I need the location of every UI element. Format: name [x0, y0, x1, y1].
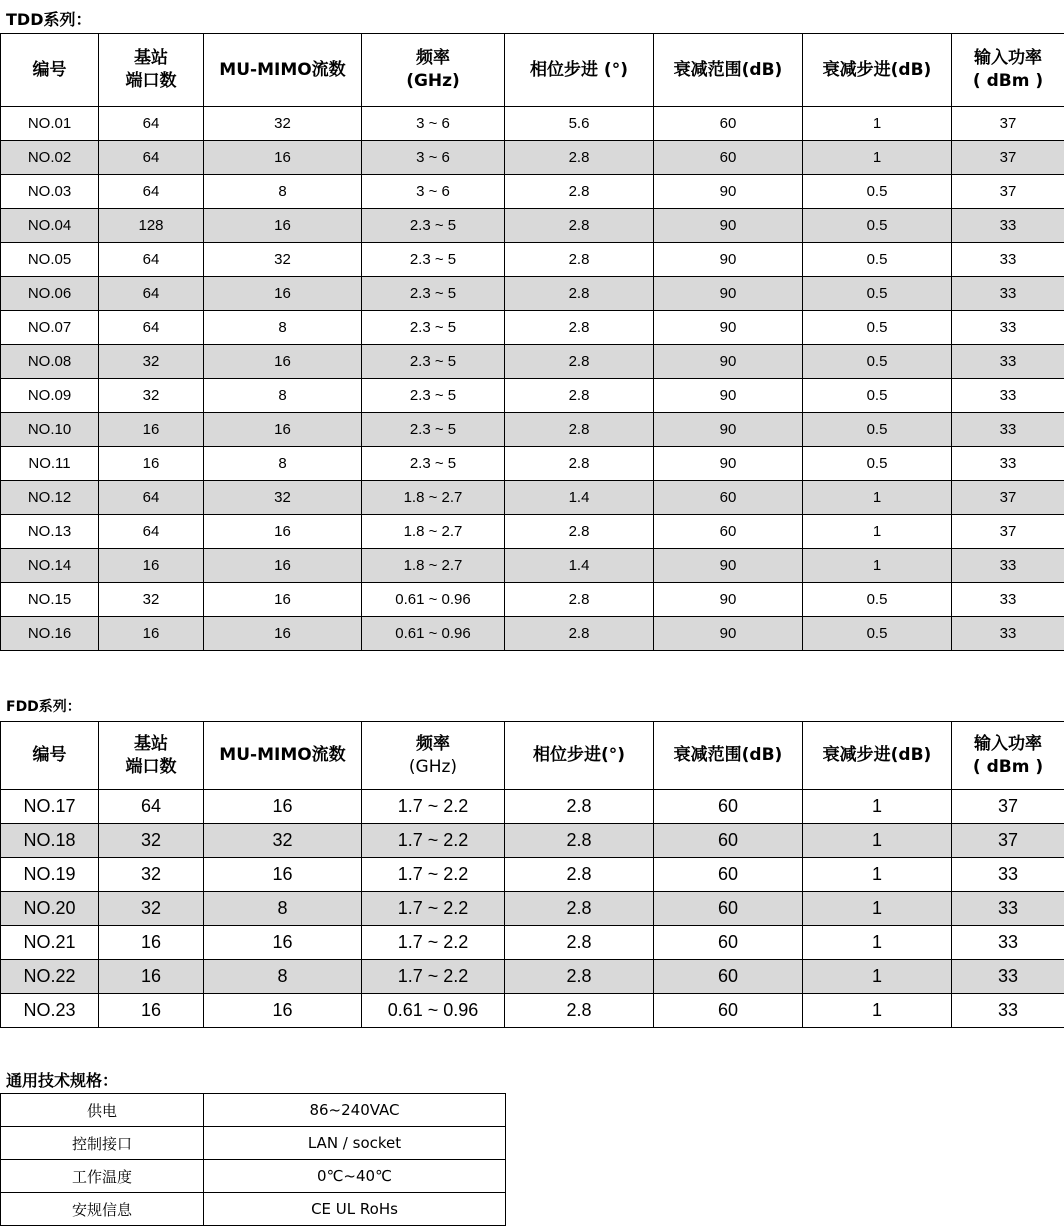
table-cell: NO.08: [1, 345, 99, 379]
table-cell: 37: [952, 107, 1064, 141]
table-cell: 2.3 ~ 5: [362, 277, 505, 311]
table-cell: 1.4: [505, 481, 654, 515]
table-cell: 2.3 ~ 5: [362, 345, 505, 379]
table-cell: 0.5: [803, 175, 952, 209]
table-row: [1, 243, 1064, 277]
table-cell: 16: [204, 994, 362, 1028]
table-cell: 33: [952, 617, 1064, 651]
table-cell: LAN / socket: [204, 1127, 506, 1160]
tdd-spec-table: [0, 33, 1064, 651]
table-cell: NO.22: [1, 960, 99, 994]
table-cell: 16: [99, 413, 204, 447]
col-header-ports-line1: 基站: [134, 733, 168, 754]
table-cell: 64: [99, 141, 204, 175]
table-cell: 1: [803, 960, 952, 994]
table-cell: 2.3 ~ 5: [362, 243, 505, 277]
table-row: [1, 277, 1064, 311]
table-cell: 1.7 ~ 2.2: [362, 824, 505, 858]
general-specs-table: [0, 1093, 506, 1226]
table-row: [1, 790, 1064, 824]
table-cell: 64: [99, 277, 204, 311]
table-cell: NO.09: [1, 379, 99, 413]
table-cell: 1: [803, 790, 952, 824]
table-cell: 16: [204, 617, 362, 651]
table-cell: 2.8: [505, 617, 654, 651]
table-cell: 0.5: [803, 243, 952, 277]
table-cell: 2.8: [505, 311, 654, 345]
table-cell: NO.18: [1, 824, 99, 858]
table-cell: 16: [204, 413, 362, 447]
table-row: [1, 107, 1064, 141]
table-cell: 32: [204, 107, 362, 141]
table-row: [1, 892, 1064, 926]
table-row: [1, 960, 1064, 994]
table-cell: 60: [654, 994, 803, 1028]
table-row: [1, 1127, 506, 1160]
table-cell: 16: [204, 209, 362, 243]
table-cell: 2.8: [505, 413, 654, 447]
table-cell: 90: [654, 379, 803, 413]
table-cell: 8: [204, 960, 362, 994]
table-cell: 64: [99, 515, 204, 549]
table-cell: 37: [952, 790, 1064, 824]
table-cell: 0.5: [803, 583, 952, 617]
table-cell: 16: [204, 277, 362, 311]
table-cell: 37: [952, 141, 1064, 175]
col-header-input-power: [952, 722, 1064, 790]
table-cell: 16: [204, 141, 362, 175]
col-header-id: 编号: [1, 722, 99, 790]
table-cell: 16: [204, 515, 362, 549]
table-cell: NO.21: [1, 926, 99, 960]
table-cell: 16: [99, 994, 204, 1028]
col-header-id: 编号: [1, 34, 99, 107]
table-cell: 0.5: [803, 617, 952, 651]
table-cell: 2.8: [505, 209, 654, 243]
table-row: [1, 994, 1064, 1028]
table-cell: 33: [952, 209, 1064, 243]
table-cell: 控制接口: [1, 1127, 204, 1160]
table-cell: 2.8: [505, 960, 654, 994]
col-header-frequency-line1: 频率: [416, 48, 450, 68]
table-cell: 60: [654, 790, 803, 824]
table-cell: 90: [654, 243, 803, 277]
table-cell: 1: [803, 481, 952, 515]
table-cell: NO.05: [1, 243, 99, 277]
col-header-frequency-line2: (GHz): [406, 71, 460, 91]
table-cell: 3 ~ 6: [362, 107, 505, 141]
table-cell: 1: [803, 994, 952, 1028]
table-cell: 33: [952, 277, 1064, 311]
table-cell: 0.5: [803, 311, 952, 345]
table-cell: 2.3 ~ 5: [362, 447, 505, 481]
col-header-mimo: MU-MIMO流数: [204, 722, 362, 790]
table-cell: 33: [952, 858, 1064, 892]
col-header-atten-step: 衰减步进(dB): [803, 722, 952, 790]
table-cell: 2.3 ~ 5: [362, 413, 505, 447]
table-cell: 33: [952, 994, 1064, 1028]
col-header-ports-line2: 端口数: [125, 71, 177, 91]
table-cell: NO.10: [1, 413, 99, 447]
table-cell: 32: [204, 481, 362, 515]
table-cell: 33: [952, 926, 1064, 960]
table-cell: 2.8: [505, 926, 654, 960]
table-cell: 32: [204, 824, 362, 858]
table-cell: 0℃~40℃: [204, 1160, 506, 1193]
table-row: [1, 926, 1064, 960]
table-row: [1, 141, 1064, 175]
table-cell: NO.20: [1, 892, 99, 926]
table-cell: 33: [952, 892, 1064, 926]
table-cell: 2.8: [505, 892, 654, 926]
table-cell: 8: [204, 311, 362, 345]
table-row: [1, 175, 1064, 209]
table-row: [1, 858, 1064, 892]
table-cell: 16: [204, 345, 362, 379]
table-cell: 64: [99, 243, 204, 277]
col-header-input-power-line1: 输入功率: [974, 733, 1042, 754]
table-cell: 1: [803, 824, 952, 858]
table-row: [1, 1193, 506, 1226]
table-cell: 供电: [1, 1094, 204, 1127]
table-cell: 1.7 ~ 2.2: [362, 892, 505, 926]
col-header-input-power-line2: ( dBm ): [972, 756, 1044, 777]
table-cell: 1.8 ~ 2.7: [362, 515, 505, 549]
table-cell: NO.23: [1, 994, 99, 1028]
table-cell: 32: [204, 243, 362, 277]
table-cell: NO.12: [1, 481, 99, 515]
table-cell: 1: [803, 858, 952, 892]
table-cell: 64: [99, 107, 204, 141]
col-header-atten-range: 衰减范围(dB): [654, 722, 803, 790]
table-cell: NO.16: [1, 617, 99, 651]
table-cell: 60: [654, 107, 803, 141]
table-row: [1, 447, 1064, 481]
table-cell: 2.8: [505, 994, 654, 1028]
table-cell: 90: [654, 175, 803, 209]
table-cell: 64: [99, 790, 204, 824]
table-row: [1, 617, 1064, 651]
table-cell: 8: [204, 379, 362, 413]
table-cell: 60: [654, 960, 803, 994]
table-cell: 16: [204, 926, 362, 960]
table-cell: 1.7 ~ 2.2: [362, 858, 505, 892]
table-cell: 2.8: [505, 345, 654, 379]
fdd-section-title: FDD系列：: [6, 699, 81, 715]
table-cell: 1.8 ~ 2.7: [362, 481, 505, 515]
table-cell: 0.61 ~ 0.96: [362, 617, 505, 651]
table-cell: 2.3 ~ 5: [362, 311, 505, 345]
table-cell: 工作温度: [1, 1160, 204, 1193]
table-cell: NO.06: [1, 277, 99, 311]
table-row: [1, 515, 1064, 549]
col-header-ports-line2: 端口数: [125, 756, 177, 777]
table-header-row: [1, 722, 1064, 790]
table-cell: 33: [952, 413, 1064, 447]
table-cell: 8: [204, 447, 362, 481]
table-cell: 安规信息: [1, 1193, 204, 1226]
table-cell: 1: [803, 515, 952, 549]
table-cell: CE UL RoHs: [204, 1193, 506, 1226]
table-cell: 64: [99, 311, 204, 345]
table-cell: NO.04: [1, 209, 99, 243]
table-cell: 90: [654, 311, 803, 345]
table-cell: 60: [654, 481, 803, 515]
table-cell: 32: [99, 892, 204, 926]
table-cell: 32: [99, 824, 204, 858]
table-cell: 1: [803, 549, 952, 583]
table-cell: 90: [654, 549, 803, 583]
table-cell: 33: [952, 243, 1064, 277]
col-header-frequency-line1: 频率: [416, 733, 450, 754]
table-cell: 2.8: [505, 515, 654, 549]
table-cell: 16: [204, 858, 362, 892]
table-cell: 37: [952, 515, 1064, 549]
table-cell: 0.5: [803, 413, 952, 447]
table-cell: 2.3 ~ 5: [362, 379, 505, 413]
col-header-ports: [99, 722, 204, 790]
table-cell: 2.8: [505, 583, 654, 617]
table-cell: 90: [654, 413, 803, 447]
table-cell: NO.11: [1, 447, 99, 481]
table-cell: 64: [99, 175, 204, 209]
table-cell: 33: [952, 379, 1064, 413]
table-cell: 90: [654, 209, 803, 243]
table-cell: 0.5: [803, 277, 952, 311]
col-header-frequency: [362, 722, 505, 790]
table-cell: 3 ~ 6: [362, 175, 505, 209]
table-cell: 60: [654, 824, 803, 858]
table-cell: 37: [952, 824, 1064, 858]
table-cell: 2.8: [505, 824, 654, 858]
table-cell: 33: [952, 583, 1064, 617]
table-cell: 1: [803, 892, 952, 926]
table-cell: 90: [654, 617, 803, 651]
table-cell: NO.03: [1, 175, 99, 209]
table-header-row: [1, 34, 1064, 107]
table-cell: 2.8: [505, 277, 654, 311]
col-header-frequency-line2: (GHz): [408, 756, 458, 777]
table-cell: NO.15: [1, 583, 99, 617]
table-row: [1, 583, 1064, 617]
table-row: [1, 1094, 506, 1127]
table-row: [1, 345, 1064, 379]
table-cell: 2.8: [505, 141, 654, 175]
table-cell: 33: [952, 447, 1064, 481]
table-cell: 2.8: [505, 790, 654, 824]
col-header-ports-line1: 基站: [134, 48, 168, 68]
col-header-ports: [99, 34, 204, 107]
table-cell: 60: [654, 141, 803, 175]
col-header-atten-step: 衰减步进(dB): [803, 34, 952, 107]
col-header-mimo: MU-MIMO流数: [204, 34, 362, 107]
table-cell: NO.14: [1, 549, 99, 583]
table-cell: 2.8: [505, 447, 654, 481]
col-header-input-power-line1: 输入功率: [974, 48, 1042, 68]
col-header-atten-range: 衰减范围(dB): [654, 34, 803, 107]
table-cell: NO.13: [1, 515, 99, 549]
table-row: [1, 549, 1064, 583]
table-cell: 8: [204, 892, 362, 926]
table-cell: 2.8: [505, 379, 654, 413]
table-cell: 1.7 ~ 2.2: [362, 960, 505, 994]
table-row: [1, 824, 1064, 858]
table-cell: 16: [204, 790, 362, 824]
table-cell: 1.7 ~ 2.2: [362, 790, 505, 824]
table-cell: NO.19: [1, 858, 99, 892]
table-cell: 16: [204, 549, 362, 583]
table-cell: 128: [99, 209, 204, 243]
table-cell: 1: [803, 926, 952, 960]
table-cell: 0.61 ~ 0.96: [362, 583, 505, 617]
col-header-input-power: [952, 34, 1064, 107]
table-cell: 16: [204, 583, 362, 617]
table-cell: 0.5: [803, 209, 952, 243]
table-cell: 64: [99, 481, 204, 515]
table-cell: 16: [99, 549, 204, 583]
table-cell: NO.02: [1, 141, 99, 175]
table-cell: 1.8 ~ 2.7: [362, 549, 505, 583]
table-cell: 1: [803, 107, 952, 141]
table-cell: 90: [654, 583, 803, 617]
table-cell: 90: [654, 345, 803, 379]
table-cell: 32: [99, 345, 204, 379]
table-cell: 0.5: [803, 379, 952, 413]
table-cell: 60: [654, 858, 803, 892]
table-cell: 2.3 ~ 5: [362, 209, 505, 243]
table-cell: 1.7 ~ 2.2: [362, 926, 505, 960]
table-cell: 33: [952, 549, 1064, 583]
table-cell: NO.07: [1, 311, 99, 345]
table-cell: 3 ~ 6: [362, 141, 505, 175]
table-cell: 33: [952, 960, 1064, 994]
table-cell: 16: [99, 447, 204, 481]
table-cell: 32: [99, 583, 204, 617]
table-row: [1, 481, 1064, 515]
table-cell: 8: [204, 175, 362, 209]
table-cell: 33: [952, 345, 1064, 379]
col-header-frequency: [362, 34, 505, 107]
table-row: [1, 311, 1064, 345]
tdd-section-title: TDD系列：: [6, 10, 92, 29]
table-cell: 0.61 ~ 0.96: [362, 994, 505, 1028]
table-cell: 86~240VAC: [204, 1094, 506, 1127]
table-cell: 60: [654, 515, 803, 549]
table-cell: 16: [99, 960, 204, 994]
fdd-spec-table: [0, 721, 1064, 1028]
table-cell: 1: [803, 141, 952, 175]
table-cell: 16: [99, 926, 204, 960]
table-row: [1, 1160, 506, 1193]
col-header-input-power-line2: ( dBm ): [972, 71, 1044, 91]
table-cell: 90: [654, 447, 803, 481]
table-cell: 0.5: [803, 345, 952, 379]
table-cell: 2.8: [505, 175, 654, 209]
table-cell: 32: [99, 379, 204, 413]
table-cell: NO.17: [1, 790, 99, 824]
general-specs-title: 通用技术规格：: [6, 1071, 119, 1090]
table-cell: 1.4: [505, 549, 654, 583]
table-cell: NO.01: [1, 107, 99, 141]
table-cell: 90: [654, 277, 803, 311]
table-cell: 5.6: [505, 107, 654, 141]
table-cell: 32: [99, 858, 204, 892]
table-row: [1, 379, 1064, 413]
col-header-phase-step: 相位步进 (°): [505, 34, 654, 107]
col-header-phase-step: 相位步进(°): [505, 722, 654, 790]
table-cell: 2.8: [505, 858, 654, 892]
table-cell: 2.8: [505, 243, 654, 277]
table-cell: 0.5: [803, 447, 952, 481]
table-cell: 60: [654, 926, 803, 960]
table-row: [1, 209, 1064, 243]
table-cell: 37: [952, 175, 1064, 209]
table-cell: 37: [952, 481, 1064, 515]
table-cell: 16: [99, 617, 204, 651]
table-cell: 33: [952, 311, 1064, 345]
table-cell: 60: [654, 892, 803, 926]
table-row: [1, 413, 1064, 447]
